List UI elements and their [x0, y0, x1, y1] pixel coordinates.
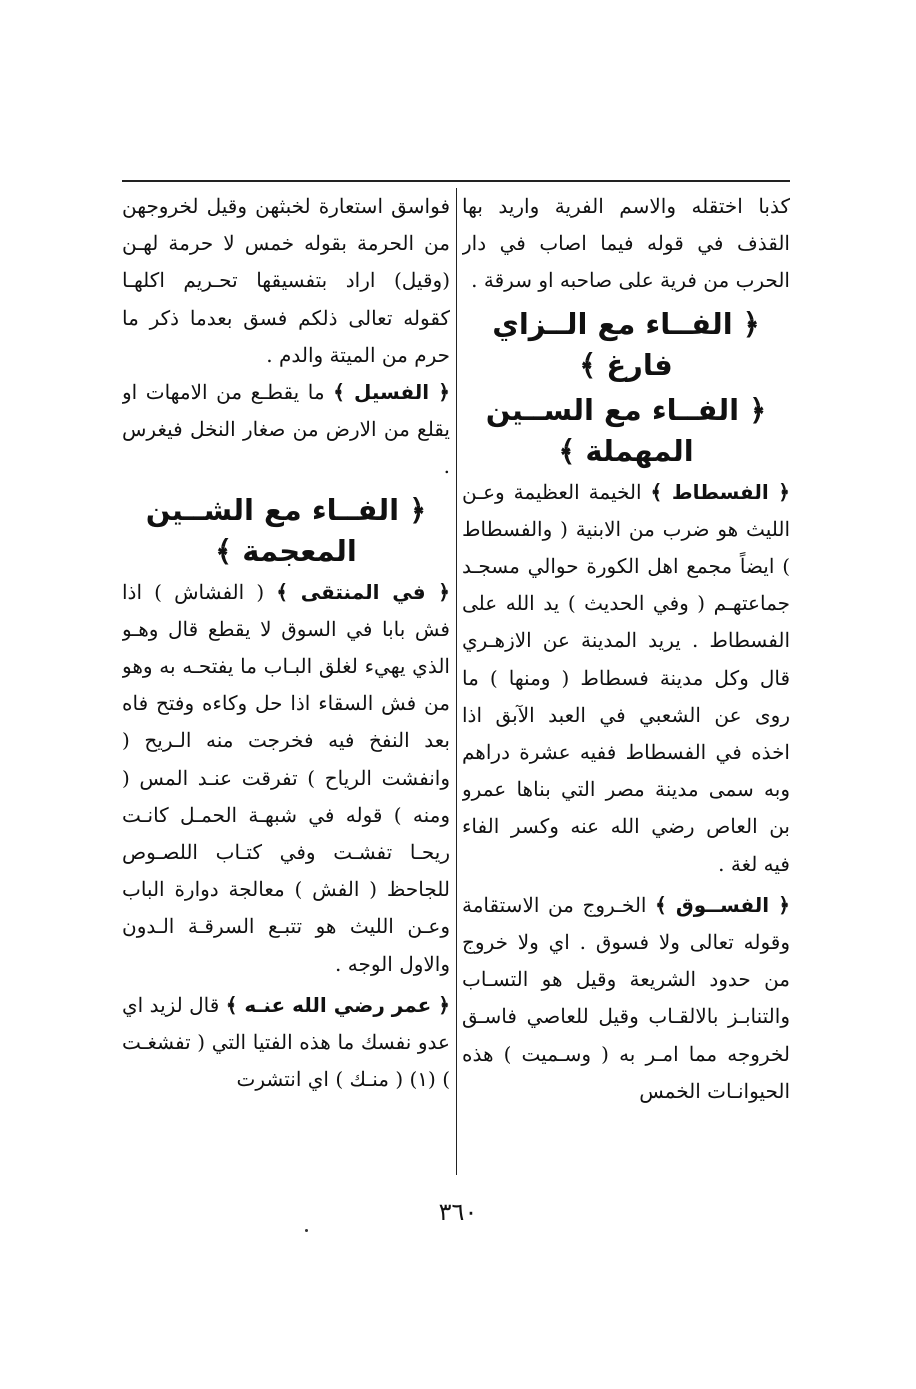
dictionary-entry: [122, 374, 450, 486]
entry-text: ما يقطـع من الامهات او يقلع من الارض من صغار النخل فيغرس .: [122, 380, 450, 479]
dictionary-entry: [462, 887, 790, 1110]
paragraph: فواسق استعارة لخبثهن وقيل لخروجهن من الحرمة بقوله خمس لا حرمة لهـن (وقيل) اراد بتفسيقها تحـريم اكلهـا كقوله تعالى ذلكم فسق بعدما ذكر ما حرم من الميتة والدم .: [122, 194, 450, 367]
section-heading: ﴿ الفــاء مع الســين المهملة ﴾: [485, 392, 767, 468]
page-number: ٣٦٠: [438, 1198, 478, 1226]
entry-text: الخيمة العظيمة وعـن الليث هو ضرب من الابنية ( والفسطاط ) ايضاً مجمع اهل الكورة حوالي مسجـد جماعتهـم ( وفي الحديث ) يد الله على الفسطاط . يريد المدينة عن الازهـري قال وكل مدينة فسطاط ( ومنها ) ما روى عن الشعبي في العبد الآبق اذا اخذه في الفسطاط ففيه عشرة دراهم وبه سمى مدينة مصر التي بناها عمرو بن العاص رضي الله عنه وكسر الفاء فيه لغة .: [462, 479, 790, 876]
print-speck: [305, 1229, 308, 1232]
paragraph: كذبا اختقله والاسم الفرية واريد بها القذف في قوله فيما اصاب في دار الحرب من فرية على صاحبه او سرقة .: [462, 194, 790, 293]
right-column: [462, 188, 790, 1178]
entry-lemma: ﴿ في المنتقى ﴾: [276, 579, 450, 604]
dictionary-entry: [122, 987, 450, 1099]
entry-text: ( الفشاش ) اذا فش بابا في السوق لا يقطع قال وهـو الذي يهيء لغلق البـاب ما يفتحـه به وهو من فش السقاء اذا حل وكاءه وفتح فاه بعد النفخ فيه فخرجت منه الـريح ( وانفشت الرياح ) تفرقت عنـد المس ( ومنه ) قوله في شبهـة الحمـل كانـت ريحـا تفشـت وفي كتـاب اللصـوص للجاحظ ( الفش ) معالجة دوارة الباب وعـن الليث هو تتبـع السرقـة الـدون والاول الوجه .: [122, 579, 450, 976]
top-rule: [122, 180, 790, 182]
entry-lemma: ﴿ عمر رضي الله عنـه ﴾: [225, 992, 450, 1017]
dictionary-entry: [462, 474, 790, 883]
section-heading: ﴿ الفــاء مع الشــين المعجمة ﴾: [145, 492, 427, 568]
section-heading: ﴿ الفــاء مع الــزاي فارغ ﴾: [492, 306, 760, 382]
entry-lemma: ﴿ الفســوق ﴾: [655, 892, 790, 917]
entry-text: قال لزيد اي عدو نفسك ما هذه الفتيا التي ( تفشغـت ) (١) ( منـك ) اي انتشرت: [122, 992, 450, 1092]
entry-lemma: ﴿ الفسطاط ﴾: [650, 479, 790, 504]
column-divider: [456, 188, 457, 1175]
entry-lemma: ﴿ الفسيل ﴾: [333, 380, 450, 405]
dictionary-entry: [122, 574, 450, 983]
entry-text: الخـروج من الاستقامة وقوله تعالى ولا فسوق . اي ولا خروج من حدود الشريعة وقيل هو التسـاب والتنابـز بالالقـاب وقيل للعاصي فاسـق لخروجه مما امـر به ( وسـميت ) هذه الحيوانـات الخمس: [462, 892, 790, 1103]
left-column: [122, 188, 450, 1178]
